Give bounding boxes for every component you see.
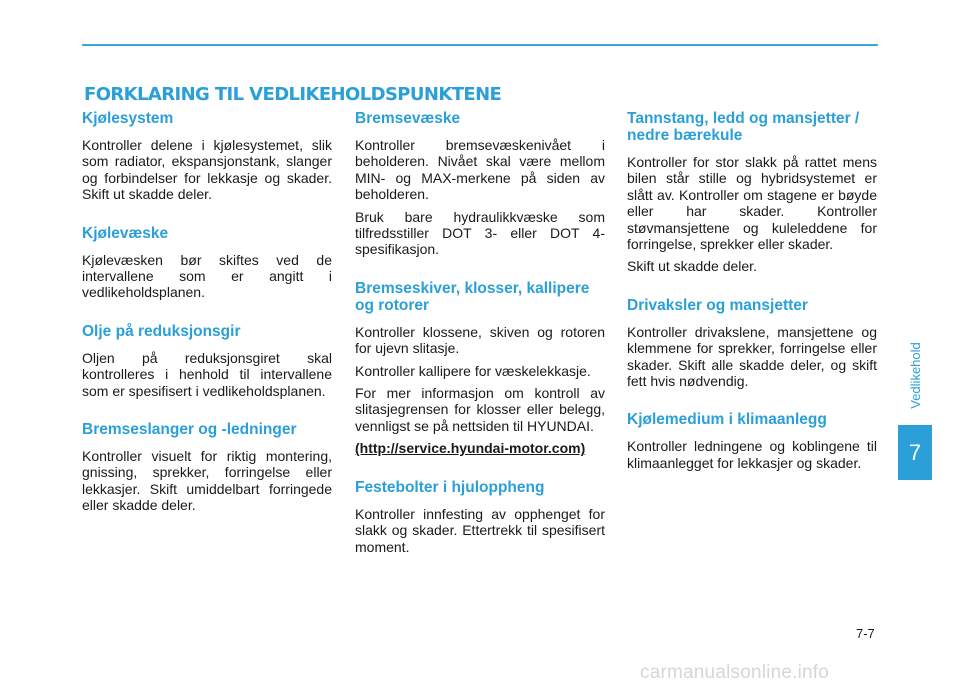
topic-brake-hoses bbox=[82, 421, 332, 514]
topic-text: Bruk bare hydraulikkvæske som tilfredsstiller DOT 3- eller DOT 4-spesifikasjon. bbox=[355, 208, 605, 258]
topic-heading: Tannstang, ledd og mansjetter / nedre bærekule bbox=[627, 110, 860, 144]
page-number: 7-7 bbox=[856, 626, 875, 641]
topic-heading: Festebolter i hjuloppheng bbox=[355, 478, 545, 496]
chapter-tab-label: Vedlikehold bbox=[907, 341, 923, 409]
topic-text: For mer informasjon om kontroll av slitasjegrensen for klosser eller belegg, vennligst se på nettsiden til HYUNDAI. bbox=[355, 385, 605, 434]
topic-text: Oljen på reduksjonsgiret skal kontrolleres i henhold til intervallene som er spesifisert i vedlikeholdsplanen. bbox=[82, 349, 332, 399]
topic-heading: Olje på reduksjonsgir bbox=[82, 322, 241, 340]
page-title: FORKLARING TIL VEDLIKEHOLDSPUNKTENE bbox=[84, 84, 502, 105]
service-link[interactable]: (http://service.hyundai-motor.com) bbox=[355, 440, 586, 457]
topic-text: Kontroller delene i kjølesystemet, slik som radiator, ekspansjonstank, slanger og forbindelser for lekkasje og skader. Skift ut skadde deler. bbox=[82, 137, 332, 203]
chapter-number-badge: 7 bbox=[898, 425, 932, 480]
topic-heading: Kjølesystem bbox=[82, 110, 174, 127]
topic-brake-discs bbox=[355, 280, 605, 457]
topic-text: Kontroller bremsevæskenivået i beholderen. Nivået skal være mellom MIN- og MAX-merkene på siden av beholderen. bbox=[355, 137, 605, 203]
topic-text: Kontroller drivakslene, mansjettene og klemmene for sprekker, forringelse eller skader. Skift alle skadde deler, og skift fett hvis nødvendig. bbox=[627, 323, 877, 390]
topic-steering-rack bbox=[627, 110, 877, 275]
header-rule bbox=[82, 44, 878, 46]
topic-text: Skift ut skadde deler. bbox=[627, 258, 757, 275]
topic-text: Kontroller innfesting av opphenget for slakk og skader. Ettertrekk til spesifisert moment. bbox=[355, 505, 605, 555]
topic-text: Kontroller ledningene og koblingene til klimaanlegget for lekkasjer og skader. bbox=[627, 438, 877, 471]
topic-text: Kjølevæsken bør skiftes ved de intervallene som er angitt i vedlikeholdsplanen. bbox=[82, 251, 332, 301]
topic-heading: Kjølevæske bbox=[82, 224, 169, 242]
topic-heading: Bremsevæske bbox=[355, 110, 461, 127]
column-2 bbox=[355, 110, 605, 577]
topic-coolant bbox=[82, 225, 332, 301]
topic-text: Kontroller for stor slakk på rattet mens bilen står stille og hybridsystemet er slått av. Kontroller om stagene er bøyde eller har skader. Kontroller støvmansjettene og kuleleddene for forringelse, sprekker eller skader. bbox=[627, 154, 877, 253]
column-3 bbox=[627, 110, 877, 493]
topic-heading: Bremseslanger og -ledninger bbox=[82, 421, 297, 439]
topic-ac-refrigerant bbox=[627, 411, 877, 471]
topic-cooling-system bbox=[82, 110, 332, 203]
topic-suspension-bolts bbox=[355, 479, 605, 555]
chapter-tab[interactable] bbox=[898, 330, 932, 420]
topic-text: Kontroller klossene, skiven og rotoren for ujevn slitasje. bbox=[355, 323, 605, 357]
topic-reduction-gear-oil bbox=[82, 323, 332, 399]
column-1 bbox=[82, 110, 332, 536]
topic-drive-shafts bbox=[627, 297, 877, 390]
topic-text: Kontroller visuelt for riktig montering, gnissing, sprekker, forringelse eller lekkasjer. Skift umiddelbart forringede eller skadde deler. bbox=[82, 448, 332, 514]
topic-heading: Kjølemedium i klimaanlegg bbox=[627, 411, 827, 429]
topic-brake-fluid bbox=[355, 110, 605, 258]
topic-heading: Bremseskiver, klosser, kallipere og rotorer bbox=[355, 279, 590, 314]
watermark: carmanualsonline.info bbox=[640, 662, 830, 683]
topic-heading: Drivaksler og mansjetter bbox=[627, 296, 808, 314]
topic-text: Kontroller kallipere for væskelekkasje. bbox=[355, 362, 591, 379]
